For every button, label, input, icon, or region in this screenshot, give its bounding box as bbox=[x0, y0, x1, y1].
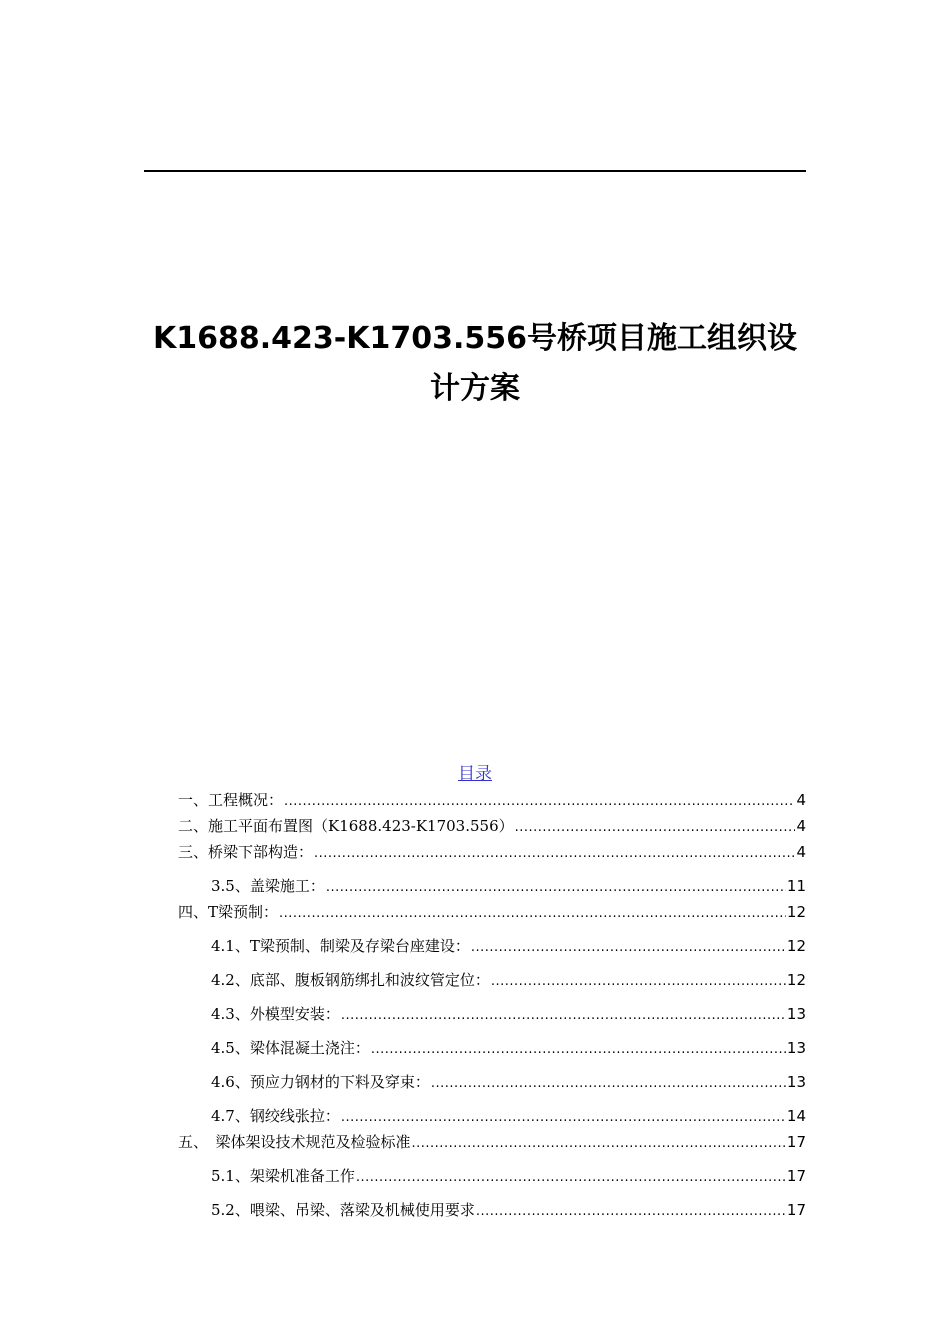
dot-leader bbox=[431, 1073, 786, 1095]
dot-leader bbox=[371, 1039, 786, 1061]
toc-entry[interactable]: 5.1、架梁机准备工作 ..... 17 bbox=[211, 1165, 806, 1187]
dot-leader bbox=[412, 1133, 786, 1155]
toc-entry[interactable]: 4.7、钢绞线张拉： ..... 14 bbox=[211, 1105, 806, 1127]
toc-entry[interactable]: 3.5、盖梁施工： ..... 11 bbox=[211, 875, 806, 897]
dot-leader bbox=[476, 1201, 786, 1223]
title-line-2: 计方案 bbox=[430, 371, 520, 406]
toc-entry[interactable]: 二、施工平面布置图（K1688.423-K1703.556） ..... 4 bbox=[178, 815, 806, 837]
dot-leader bbox=[326, 877, 786, 899]
toc-heading[interactable]: 目录 bbox=[458, 764, 492, 784]
dot-leader bbox=[356, 1167, 786, 1189]
header-rule bbox=[144, 170, 806, 172]
toc-entry[interactable]: 4.6、预应力钢材的下料及穿束： ..... 13 bbox=[211, 1071, 806, 1093]
toc-entry[interactable]: 一、工程概况： ..... 4 bbox=[178, 789, 806, 811]
dot-leader bbox=[314, 843, 795, 865]
toc-entry[interactable]: 5.2、喂梁、吊梁、落梁及机械使用要求 ..... 17 bbox=[211, 1199, 806, 1221]
toc-entry[interactable]: 4.1、T梁预制、制梁及存梁台座建设： ..... 12 bbox=[211, 935, 806, 957]
dot-leader bbox=[279, 903, 786, 925]
toc-entry[interactable]: 4.5、梁体混凝土浇注： ..... 13 bbox=[211, 1037, 806, 1059]
toc-entry[interactable]: 4.2、底部、腹板钢筋绑扎和波纹管定位： ..... 12 bbox=[211, 969, 806, 991]
dot-leader bbox=[515, 817, 796, 839]
dot-leader bbox=[341, 1005, 786, 1027]
title-line-1: K1688.423-K1703.556号桥项目施工组织设 bbox=[153, 321, 797, 356]
document-title bbox=[130, 314, 820, 414]
dot-leader bbox=[284, 791, 795, 813]
toc-entry[interactable]: 三、桥梁下部构造： ..... 4 bbox=[178, 841, 806, 863]
dot-leader bbox=[491, 971, 786, 993]
toc-entry[interactable]: 4.3、外模型安装： ..... 13 bbox=[211, 1003, 806, 1025]
toc-entry[interactable]: 四、T梁预制： ..... 12 bbox=[178, 901, 806, 923]
toc-entry[interactable]: 五、 梁体架设技术规范及检验标准 ..... 17 bbox=[178, 1131, 806, 1153]
dot-leader bbox=[471, 937, 786, 959]
dot-leader bbox=[341, 1107, 786, 1129]
